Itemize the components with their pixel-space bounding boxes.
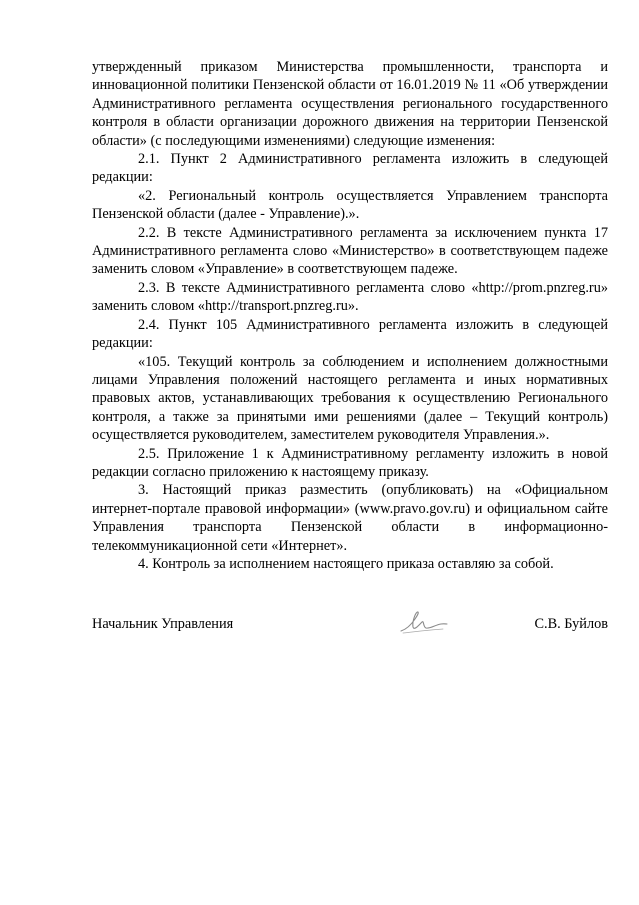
- handwritten-signature: [397, 607, 449, 637]
- paragraph-2-3: 2.3. В тексте Административного регламента слово «http://prom.pnzreg.ru» заменить словом «http://transport.pnzreg.ru».: [92, 279, 608, 315]
- signature-block: [92, 615, 608, 645]
- paragraph-2-2: 2.2. В тексте Административного регламента за исключением пункта 17 Административного регламента слово «Министерство» в соответствующем падеже заменить словом «Управление» в соответствующем падеже.: [92, 224, 608, 278]
- paragraph-3: 3. Настоящий приказ разместить (опубликовать) на «Официальном интернет-портале правовой информации» (www.pravo.gov.ru) и официальном сайте Управления транспорта Пензенской области в информационно-телекоммуникационной сети «Интернет».: [92, 482, 608, 554]
- paragraph-2-5: 2.5. Приложение 1 к Административному регламенту изложить в новой редакции согласно приложению к настоящему приказу.: [92, 445, 608, 480]
- paragraph-2-1: 2.1. Пункт 2 Административного регламента изложить в следующей редакции:: [92, 151, 608, 186]
- signatory-name: С.В. Буйлов: [534, 616, 608, 632]
- paragraph-2-4-quote: «105. Текущий контроль за соблюдением и исполнением должностными лицами Управления положений настоящего регламента и иных нормативных правовых актов, устанавливающих требования к осуществлению Регионального контроля, а также за принятыми ими решениями (далее – Текущий контроль) осуществляется руководителем, заместителем руководителя Управления.».: [92, 353, 608, 444]
- paragraph-2-4: 2.4. Пункт 105 Административного регламента изложить в следующей редакции:: [92, 316, 608, 352]
- paragraph-2-1-quote: «2. Региональный контроль осуществляется Управлением транспорта Пензенской области (далее - Управление).».: [92, 187, 608, 223]
- paragraph-4: 4. Контроль за исполнением настоящего приказа оставляю за собой.: [138, 555, 554, 572]
- signatory-position: Начальник Управления: [92, 616, 234, 632]
- paragraph-intro: утвержденный приказом Министерства промышленности, транспорта и инновационной политики Пензенской области от 16.01.2019 № 11 «Об утверждении Административного регламента осуществления регионального государственного контроля в области организации дорожного движения на территории Пензенской области» (с последующими изменениями) следующие изменения:: [92, 59, 608, 149]
- document-body: [92, 58, 608, 573]
